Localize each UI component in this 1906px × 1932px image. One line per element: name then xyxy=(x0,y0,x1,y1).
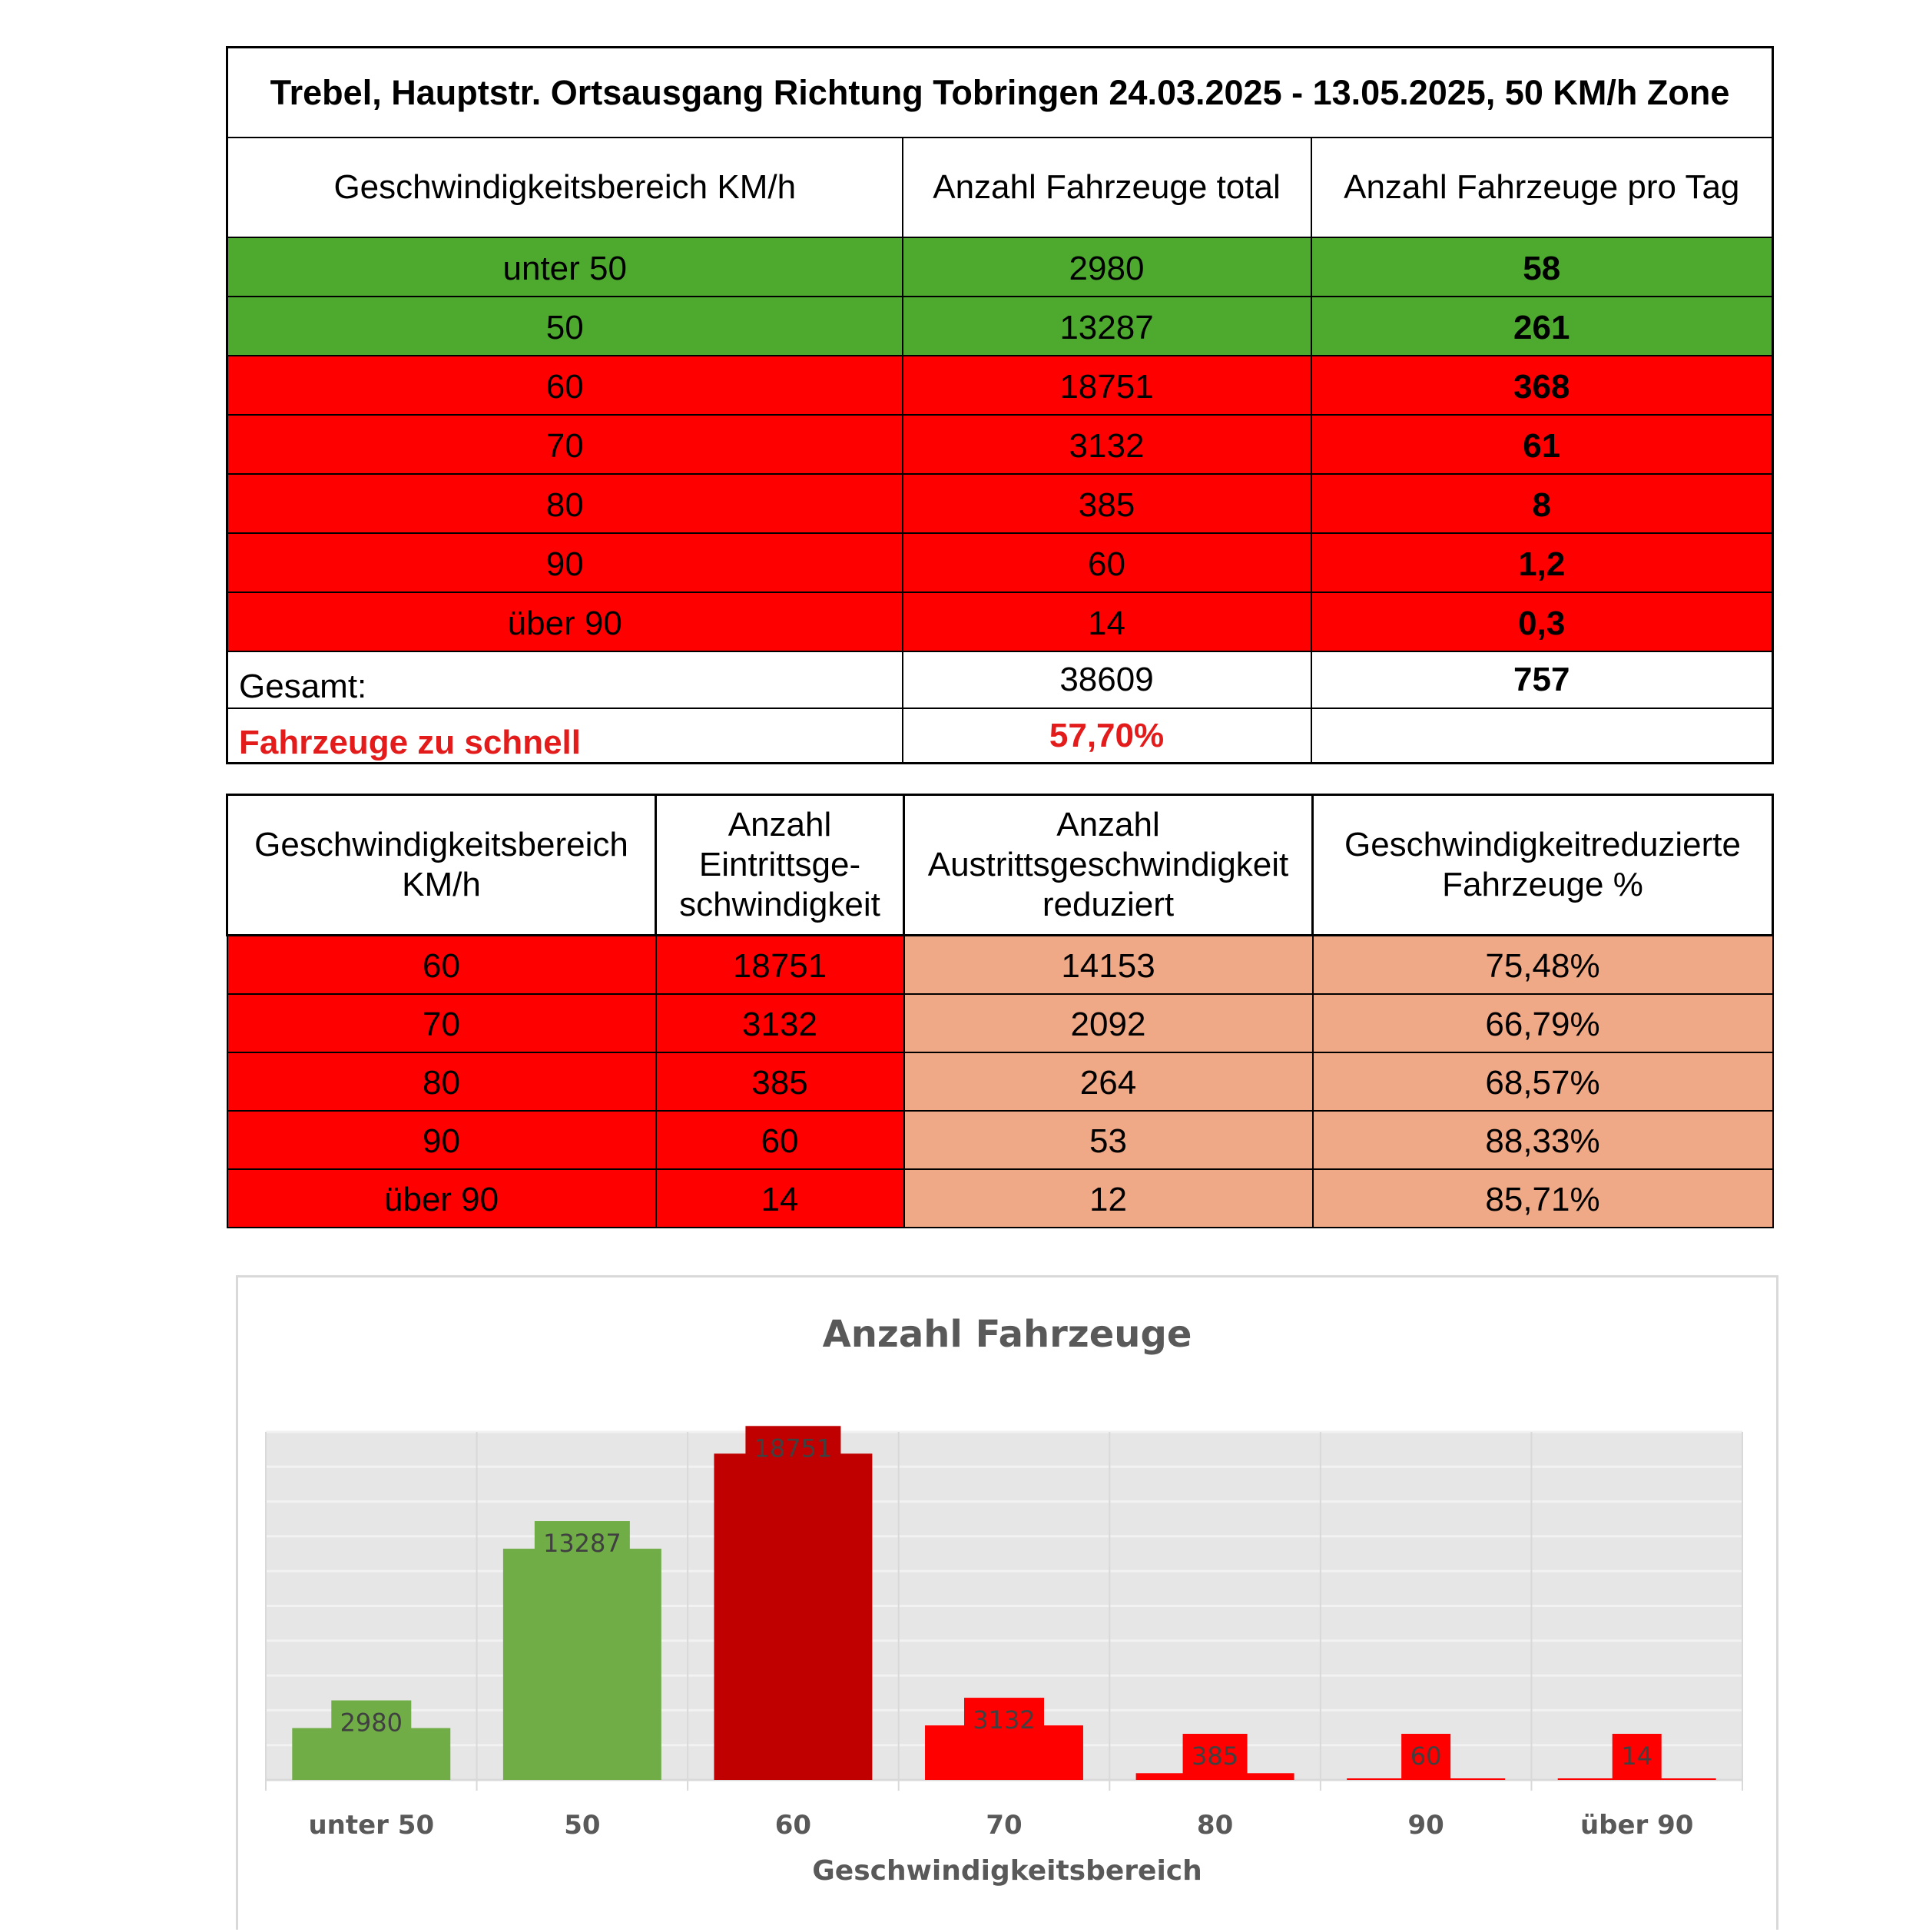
total-count: 38609 xyxy=(903,651,1311,708)
total-row xyxy=(227,651,1773,708)
category-label: über 90 xyxy=(1579,1810,1694,1841)
entry-count-cell: 385 xyxy=(656,1052,904,1111)
too-fast-row xyxy=(227,708,1773,764)
per-day-cell: 0,3 xyxy=(1311,592,1773,651)
speed-range-cell: 60 xyxy=(227,936,656,995)
x-axis-title: Geschwindigkeitsbereich xyxy=(812,1855,1202,1887)
per-day-cell: 58 xyxy=(1311,237,1773,297)
header-reduced-percent: Geschwindigkeitreduzierte Fahrzeuge % xyxy=(1313,795,1773,936)
bar xyxy=(1558,1778,1716,1780)
exit-reduced-cell: 53 xyxy=(904,1111,1313,1169)
per-day-cell: 61 xyxy=(1311,415,1773,474)
table-row xyxy=(227,1111,1773,1169)
total-count-cell: 3132 xyxy=(903,415,1311,474)
table-row xyxy=(227,592,1773,651)
speed-range-cell: 70 xyxy=(227,994,656,1052)
too-fast-label: Fahrzeuge zu schnell xyxy=(227,708,903,764)
too-fast-percent: 57,70% xyxy=(903,708,1311,764)
speed-summary-table xyxy=(226,46,1774,764)
table-row xyxy=(227,533,1773,592)
table-row xyxy=(227,237,1773,297)
chart-title: Anzahl Fahrzeuge xyxy=(822,1313,1192,1356)
entry-count-cell: 60 xyxy=(656,1111,904,1169)
header-vehicles-per-day: Anzahl Fahrzeuge pro Tag xyxy=(1311,138,1773,237)
category-label: 90 xyxy=(1407,1810,1444,1841)
data-label: 14 xyxy=(1621,1741,1653,1771)
total-count-cell: 385 xyxy=(903,474,1311,533)
table-row xyxy=(227,356,1773,415)
data-label: 60 xyxy=(1410,1741,1442,1771)
reduced-percent-cell: 75,48% xyxy=(1313,936,1773,995)
total-count-cell: 2980 xyxy=(903,237,1311,297)
exit-reduced-cell: 264 xyxy=(904,1052,1313,1111)
speed-range-cell: 80 xyxy=(227,474,903,533)
header-speed-range: Geschwindigkeitsbereich KM/h xyxy=(227,795,656,936)
per-day-cell: 1,2 xyxy=(1311,533,1773,592)
speed-range-cell: 80 xyxy=(227,1052,656,1111)
data-label: 2980 xyxy=(340,1708,403,1738)
table-row xyxy=(227,1169,1773,1228)
table-row xyxy=(227,297,1773,356)
header-entry-speed: Anzahl Eintrittsge-schwindigkeit xyxy=(656,795,904,936)
total-count-cell: 60 xyxy=(903,533,1311,592)
exit-reduced-cell: 14153 xyxy=(904,936,1313,995)
table-row xyxy=(227,994,1773,1052)
entry-count-cell: 14 xyxy=(656,1169,904,1228)
table-row xyxy=(227,415,1773,474)
bar-chart-svg xyxy=(238,1278,1776,1932)
speed-range-cell: über 90 xyxy=(227,1169,656,1228)
speed-range-cell: 90 xyxy=(227,1111,656,1169)
total-count-cell: 13287 xyxy=(903,297,1311,356)
entry-count-cell: 18751 xyxy=(656,936,904,995)
total-count-cell: 14 xyxy=(903,592,1311,651)
exit-reduced-cell: 12 xyxy=(904,1169,1313,1228)
table-row xyxy=(227,474,1773,533)
per-day-cell: 8 xyxy=(1311,474,1773,533)
speed-range-cell: unter 50 xyxy=(227,237,903,297)
speed-range-cell: 60 xyxy=(227,356,903,415)
bar xyxy=(503,1549,661,1780)
reduced-percent-cell: 68,57% xyxy=(1313,1052,1773,1111)
per-day-cell: 261 xyxy=(1311,297,1773,356)
speed-range-cell: 90 xyxy=(227,533,903,592)
category-label: 80 xyxy=(1196,1810,1234,1841)
header-total-vehicles: Anzahl Fahrzeuge total xyxy=(903,138,1311,237)
table-row xyxy=(227,1052,1773,1111)
total-per-day: 757 xyxy=(1311,651,1773,708)
entry-count-cell: 3132 xyxy=(656,994,904,1052)
per-day-cell: 368 xyxy=(1311,356,1773,415)
speed-reduction-table xyxy=(226,794,1774,1228)
reduced-percent-cell: 88,33% xyxy=(1313,1111,1773,1169)
total-count-cell: 18751 xyxy=(903,356,1311,415)
data-label: 13287 xyxy=(542,1529,622,1559)
table-row xyxy=(227,936,1773,995)
bar xyxy=(714,1453,872,1780)
header-speed-range: Geschwindigkeitsbereich KM/h xyxy=(227,138,903,237)
category-label: unter 50 xyxy=(308,1810,435,1841)
speed-range-cell: 70 xyxy=(227,415,903,474)
data-label: 3132 xyxy=(973,1705,1036,1735)
data-label: 18751 xyxy=(754,1433,833,1463)
bar xyxy=(1347,1778,1505,1780)
speed-range-cell: 50 xyxy=(227,297,903,356)
header-exit-reduced: Anzahl Austrittsgeschwindigkeit reduziert xyxy=(904,795,1313,936)
empty-cell xyxy=(1311,708,1773,764)
category-label: 60 xyxy=(774,1810,812,1841)
category-label: 50 xyxy=(564,1810,601,1841)
exit-reduced-cell: 2092 xyxy=(904,994,1313,1052)
reduced-percent-cell: 85,71% xyxy=(1313,1169,1773,1228)
total-label: Gesamt: xyxy=(227,651,903,708)
data-label: 385 xyxy=(1192,1741,1239,1771)
category-label: 70 xyxy=(986,1810,1023,1841)
vehicle-count-chart xyxy=(236,1275,1778,1930)
speed-range-cell: über 90 xyxy=(227,592,903,651)
reduced-percent-cell: 66,79% xyxy=(1313,994,1773,1052)
table-title: Trebel, Hauptstr. Ortsausgang Richtung Tobringen 24.03.2025 - 13.05.2025, 50 KM/h Zone xyxy=(227,48,1773,138)
